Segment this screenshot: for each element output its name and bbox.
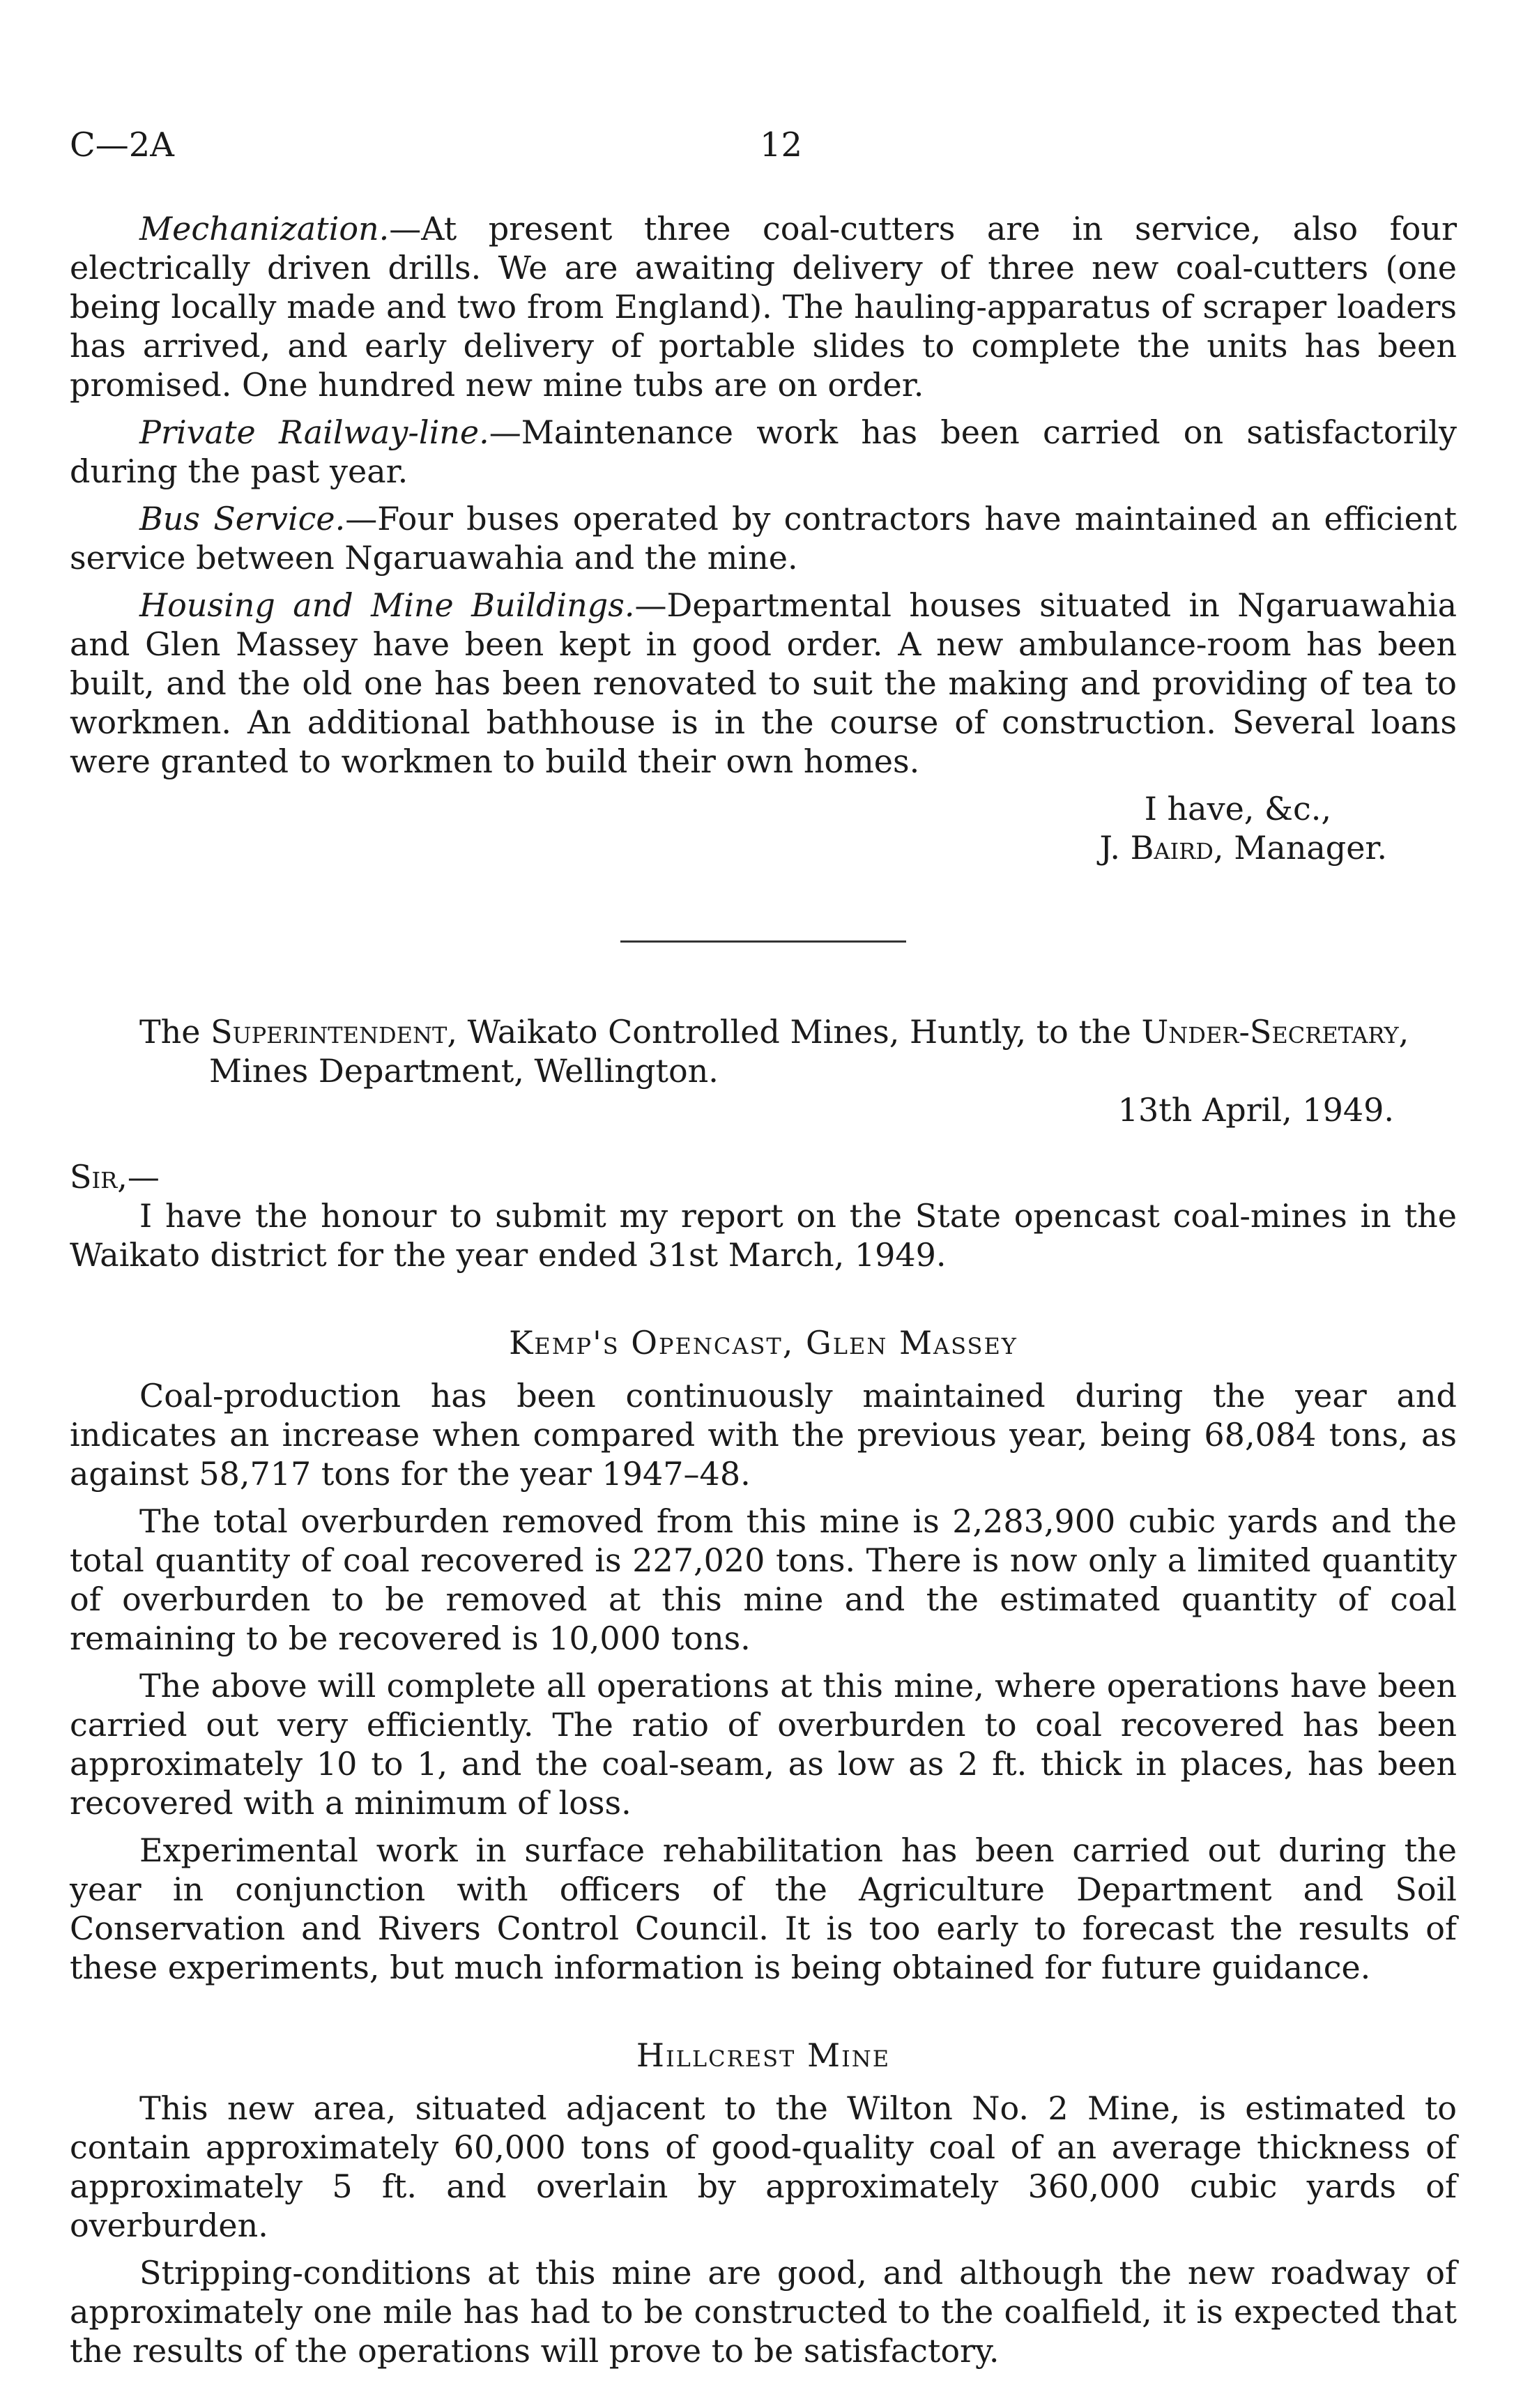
signoff-signature (70, 828, 1394, 867)
address-to-title: Under-Secretary, (1141, 1013, 1409, 1051)
address-from-title: Superintendent, (211, 1013, 457, 1051)
document-reference: C—2A (70, 125, 174, 165)
signoff-title: Manager. (1234, 829, 1387, 867)
address-from-place: Waikato Controlled Mines, Huntly, to the (467, 1013, 1131, 1051)
letter-address-line2: Mines Department, Wellington. (209, 1052, 719, 1090)
paragraph: Stripping-conditions at this mine are good, and although the new roadway of approximately one mile has had to be constructed to the coalfield, it is expected that the results of the operations will prove to be satisfactory. (70, 2254, 1457, 2370)
paragraph: Experimental work in surface rehabilitation has been carried out during the year in conjunction with officers of the Agriculture Department and Soil Conservation and Rivers Control Council. It is too early to forecast the results of these experiments, but much information is being obtained for future guidance. (70, 1831, 1457, 1986)
letter-address (70, 1012, 1457, 1051)
paragraph-lead: Housing and Mine Buildings. (139, 586, 635, 624)
letter-date: 13th April, 1949. (1117, 1091, 1394, 1129)
paragraph: The total overburden removed from this mine is 2,283,900 cubic yards and the total quantity of coal recovered is 227,020 tons. There is now only a limited quantity of overburden to be removed at this mine and the estimated quantity of coal remaining to be recovered is 10,000 tons. (70, 1502, 1457, 1657)
signoff-closing: I have, &c., (1144, 790, 1331, 828)
paragraph-lead: Private Railway-line. (139, 413, 489, 451)
letter-intro: I have the honour to submit my report on the State opencast coal-mines in the Waikato district for the year ended 31st March, 1949. (70, 1197, 1457, 1274)
paragraph-mechanization (70, 209, 1457, 404)
body-text (70, 209, 1457, 2379)
paragraph: This new area, situated adjacent to the Wilton No. 2 Mine, is estimated to contain approximately 60,000 tons of good-quality coal of an average thickness of approximately 5 ft. and overlain by approximately 360,000 cubic yards of overburden. (70, 2089, 1457, 2244)
section-divider (620, 940, 906, 943)
section-heading-hillcrest: Hillcrest Mine (636, 2036, 891, 2074)
page-header (70, 125, 1464, 174)
signoff-name: J. Baird, (1099, 829, 1224, 867)
page-number: 12 (760, 125, 803, 165)
paragraph: The above will complete all operations at this mine, where operations have been carried out very efficiently. The ratio of overburden to coal recovered has been approximately 10 to 1, and the coal-seam, as low as 2 ft. thick in places, has been recovered with a minimum of loss. (70, 1667, 1457, 1822)
paragraph-lead: Mechanization. (139, 210, 390, 247)
paragraph-text: —At present three coal-cutters are in service, also four electrically driven drills. We are awaiting delivery of three new coal-cutters (one being locally made and two from England). The hauling-apparatus of scraper loaders has arrived, and early delivery of portable slides to complete the units has been promised. One hundred new mine tubs are on order. (70, 210, 1457, 404)
paragraph: Coal-production has been continuously maintained during the year and indicates an increase when compared with the previous year, being 68,084 tons, as against 58,717 tons for the year 1947–48. (70, 1377, 1457, 1493)
paragraph-bus (70, 499, 1457, 577)
paragraph-text: —Departmental houses situated in Ngaruawahia and Glen Massey have been kept in good order. A new ambulance-room has been built, and the old one has been renovated to suit the making and providing of tea to workmen. An additional bathhouse is in the course of construction. Several loans were granted to workmen to build their own homes. (70, 586, 1458, 780)
section-heading-kemps: Kemp's Opencast, Glen Massey (509, 1324, 1018, 1362)
letter-salutation: Sir,— (70, 1158, 160, 1196)
paragraph-text: —Maintenance work has been carried on satisfactorily during the past year. (70, 413, 1457, 490)
paragraph-text: —Four buses operated by contractors have maintained an efficient service between Ngaruawahia and the mine. (70, 500, 1457, 577)
paragraph-housing (70, 586, 1457, 781)
paragraph-lead: Bus Service. (139, 500, 346, 538)
address-prefix: The (139, 1013, 201, 1051)
paragraph-railway (70, 413, 1457, 491)
